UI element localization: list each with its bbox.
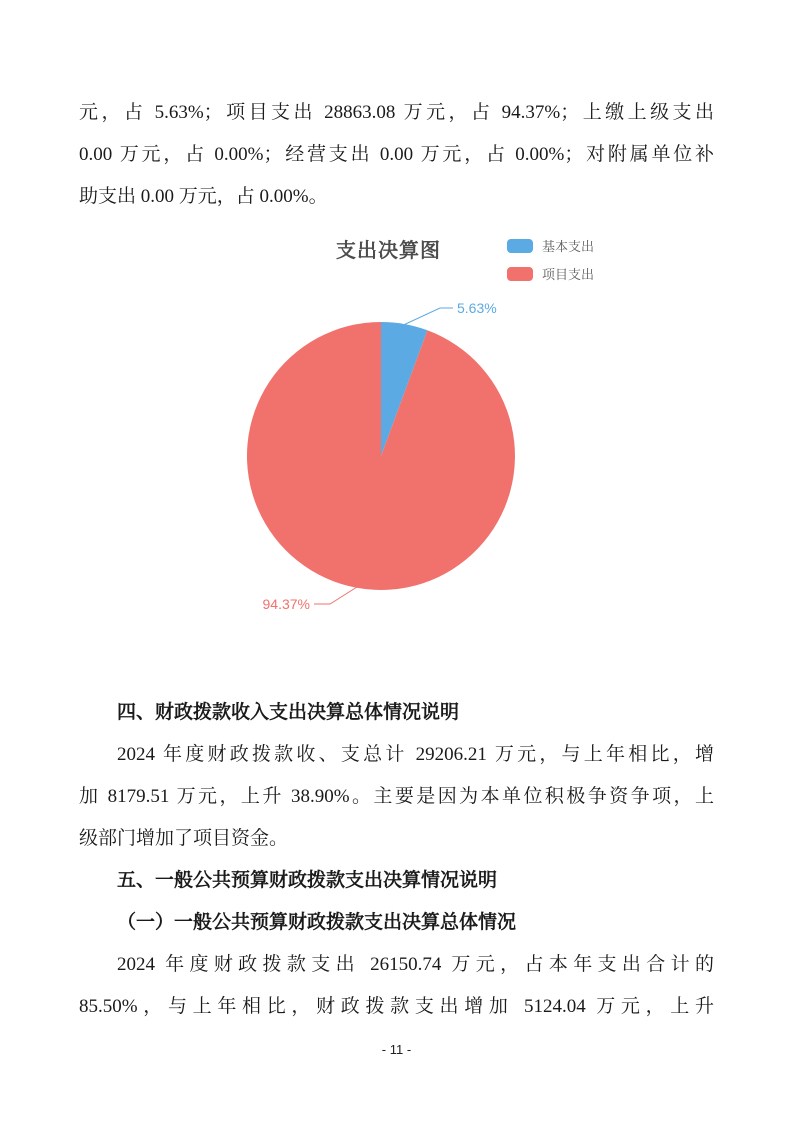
leader-line-basic [405,308,454,325]
section4-line: 加 8179.51 万元，上升 38.90%。主要是因为本单位积极争资争项，上 [79,786,714,807]
legend-label-basic: 基本支出 [542,239,595,254]
chart-legend [507,236,594,283]
intro-paragraph [79,92,714,218]
legend-swatch-basic-icon [507,239,533,253]
section4-line: 2024 年度财政拨款收、支总计 29206.21 万元，与上年相比，增 [117,744,714,765]
chart-title: 支出决算图 [336,240,441,262]
section5-line: 2024 年度财政拨款支出 26150.74 万元，占本年支出合计的 [117,954,714,975]
pie-label-basic: 5.63% [457,300,497,316]
section5-line: 85.50%，与上年相比，财政拨款支出增加 5124.04 万元，上升 [79,996,714,1017]
pie-label-project: 94.37% [262,596,310,612]
intro-line: 元，占 5.63%；项目支出 28863.08 万元，占 94.37%；上缴上级支出 [79,102,714,123]
legend-swatch-project-icon [507,267,533,281]
pie-chart [237,296,537,628]
page-number: - 11 - [381,1042,412,1057]
legend-item-basic [507,236,594,255]
leader-line-project [314,587,357,604]
intro-line: 助支出 0.00 万元，占 0.00%。 [79,186,328,207]
pie-slice-项目支出 [247,322,515,590]
section5-heading: 五、一般公共预算财政拨款支出决算情况说明 [117,870,498,891]
legend-label-project: 项目支出 [542,267,595,282]
legend-item-project [507,264,594,283]
body-sections [79,692,714,1028]
section4-line: 级部门增加了项目资金。 [79,828,289,849]
section5-sub-heading: （一）一般公共预算财政拨款支出决算总体情况 [117,912,517,933]
intro-line: 0.00 万元，占 0.00%；经营支出 0.00 万元，占 0.00%；对附属单位补 [79,144,714,165]
section4-heading: 四、财政拨款收入支出决算总体情况说明 [117,702,460,723]
pie-slices [247,322,515,590]
